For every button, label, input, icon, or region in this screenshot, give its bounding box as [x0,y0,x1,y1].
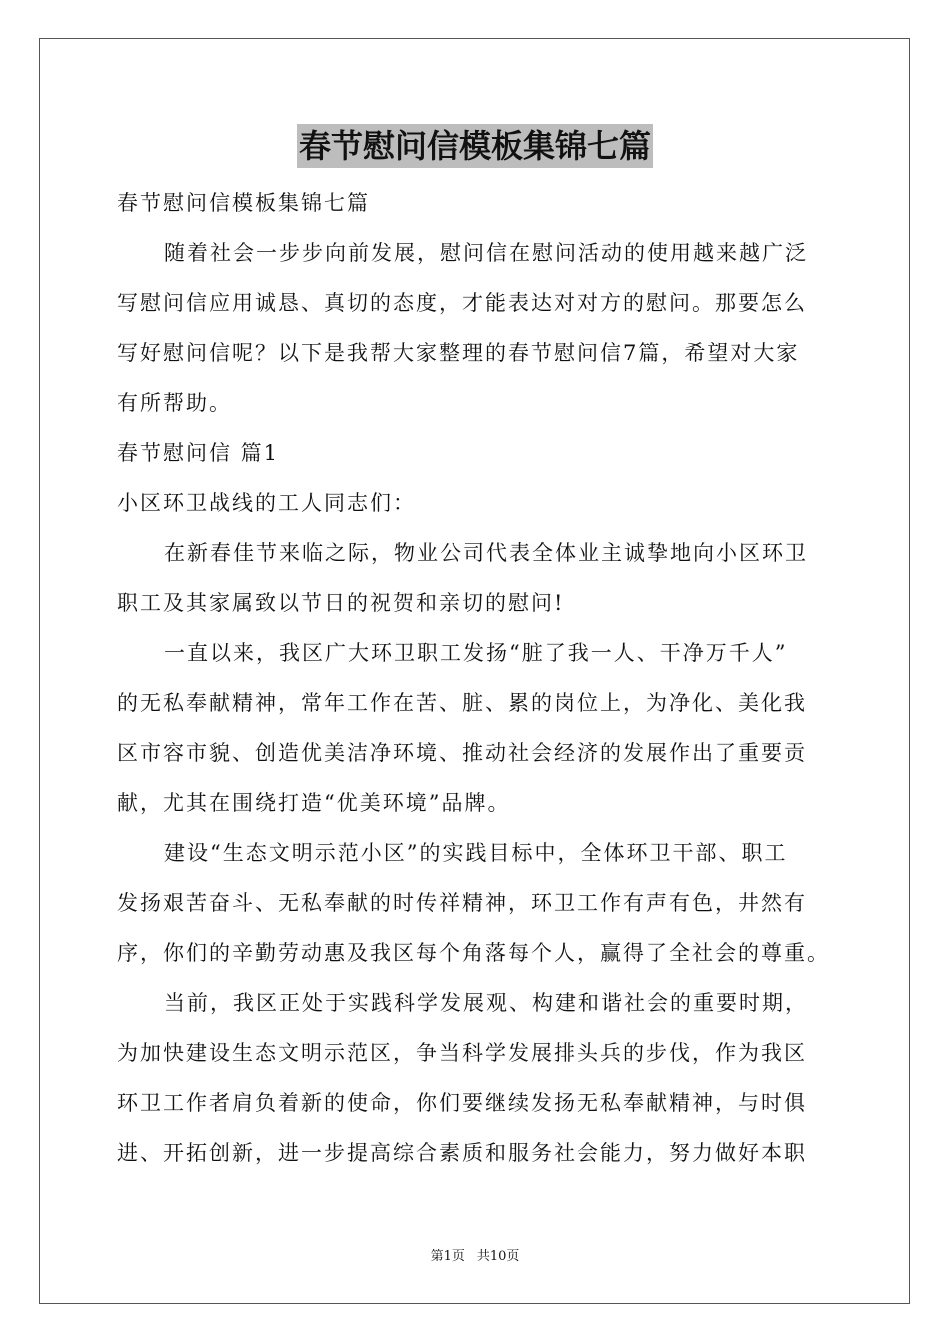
page-total: 共10页 [476,1249,520,1264]
text-line: 建设“生态文明示范小区”的实践目标中，全体环卫干部、职工 [164,841,788,865]
text-line: 职工及其家属致以节日的祝贺和亲切的慰问! [117,591,565,615]
text-line: 写好慰问信呢？以下是我帮大家整理的春节慰问信7篇，希望对大家 [117,341,800,365]
text-line: 进、开拓创新，进一步提高综合素质和服务社会能力，努力做好本职 [117,1141,807,1165]
document-body [117,178,847,1178]
text-line: 为加快建设生态文明示范区，争当科学发展排头兵的步伐，作为我区 [117,1041,807,1065]
text-line: 小区环卫战线的工人同志们： [117,491,416,515]
text-line: 写慰问信应用诚恳、真切的态度，才能表达对对方的慰问。那要怎么 [117,291,807,315]
text-line: 序，你们的辛勤劳动惠及我区每个角落每个人，赢得了全社会的尊重。 [117,941,830,965]
text-line: 的无私奉献精神，常年工作在苦、脏、累的岗位上，为净化、美化我 [117,691,807,715]
text-line: 有所帮助。 [117,391,232,415]
text-line: 在新春佳节来临之际，物业公司代表全体业主诚挚地向小区环卫 [164,541,808,565]
text-line: 献，尤其在围绕打造“优美环境”品牌。 [117,791,511,815]
text-line: 环卫工作者肩负着新的使命，你们要继续发扬无私奉献精神，与时俱 [117,1091,807,1115]
text-line: 春节慰问信模板集锦七篇 [117,191,370,215]
title-container [0,124,950,168]
text-line: 春节慰问信 篇1 [117,441,280,465]
text-line: 一直以来，我区广大环卫职工发扬“脏了我一人、干净万千人” [164,641,788,665]
text-line: 区市容市貌、创造优美洁净环境、推动社会经济的发展作出了重要贡 [117,741,807,765]
text-line: 当前，我区正处于实践科学发展观、构建和谐社会的重要时期， [164,991,808,1015]
text-line: 随着社会一步步向前发展，慰问信在慰问活动的使用越来越广泛 [164,241,808,265]
document-title: 春节慰问信模板集锦七篇 [297,124,653,168]
text-line: 发扬艰苦奋斗、无私奉献的时传祥精神，环卫工作有声有色，井然有 [117,891,807,915]
page-footer [0,1247,950,1267]
page-number: 第1页 [430,1249,465,1264]
